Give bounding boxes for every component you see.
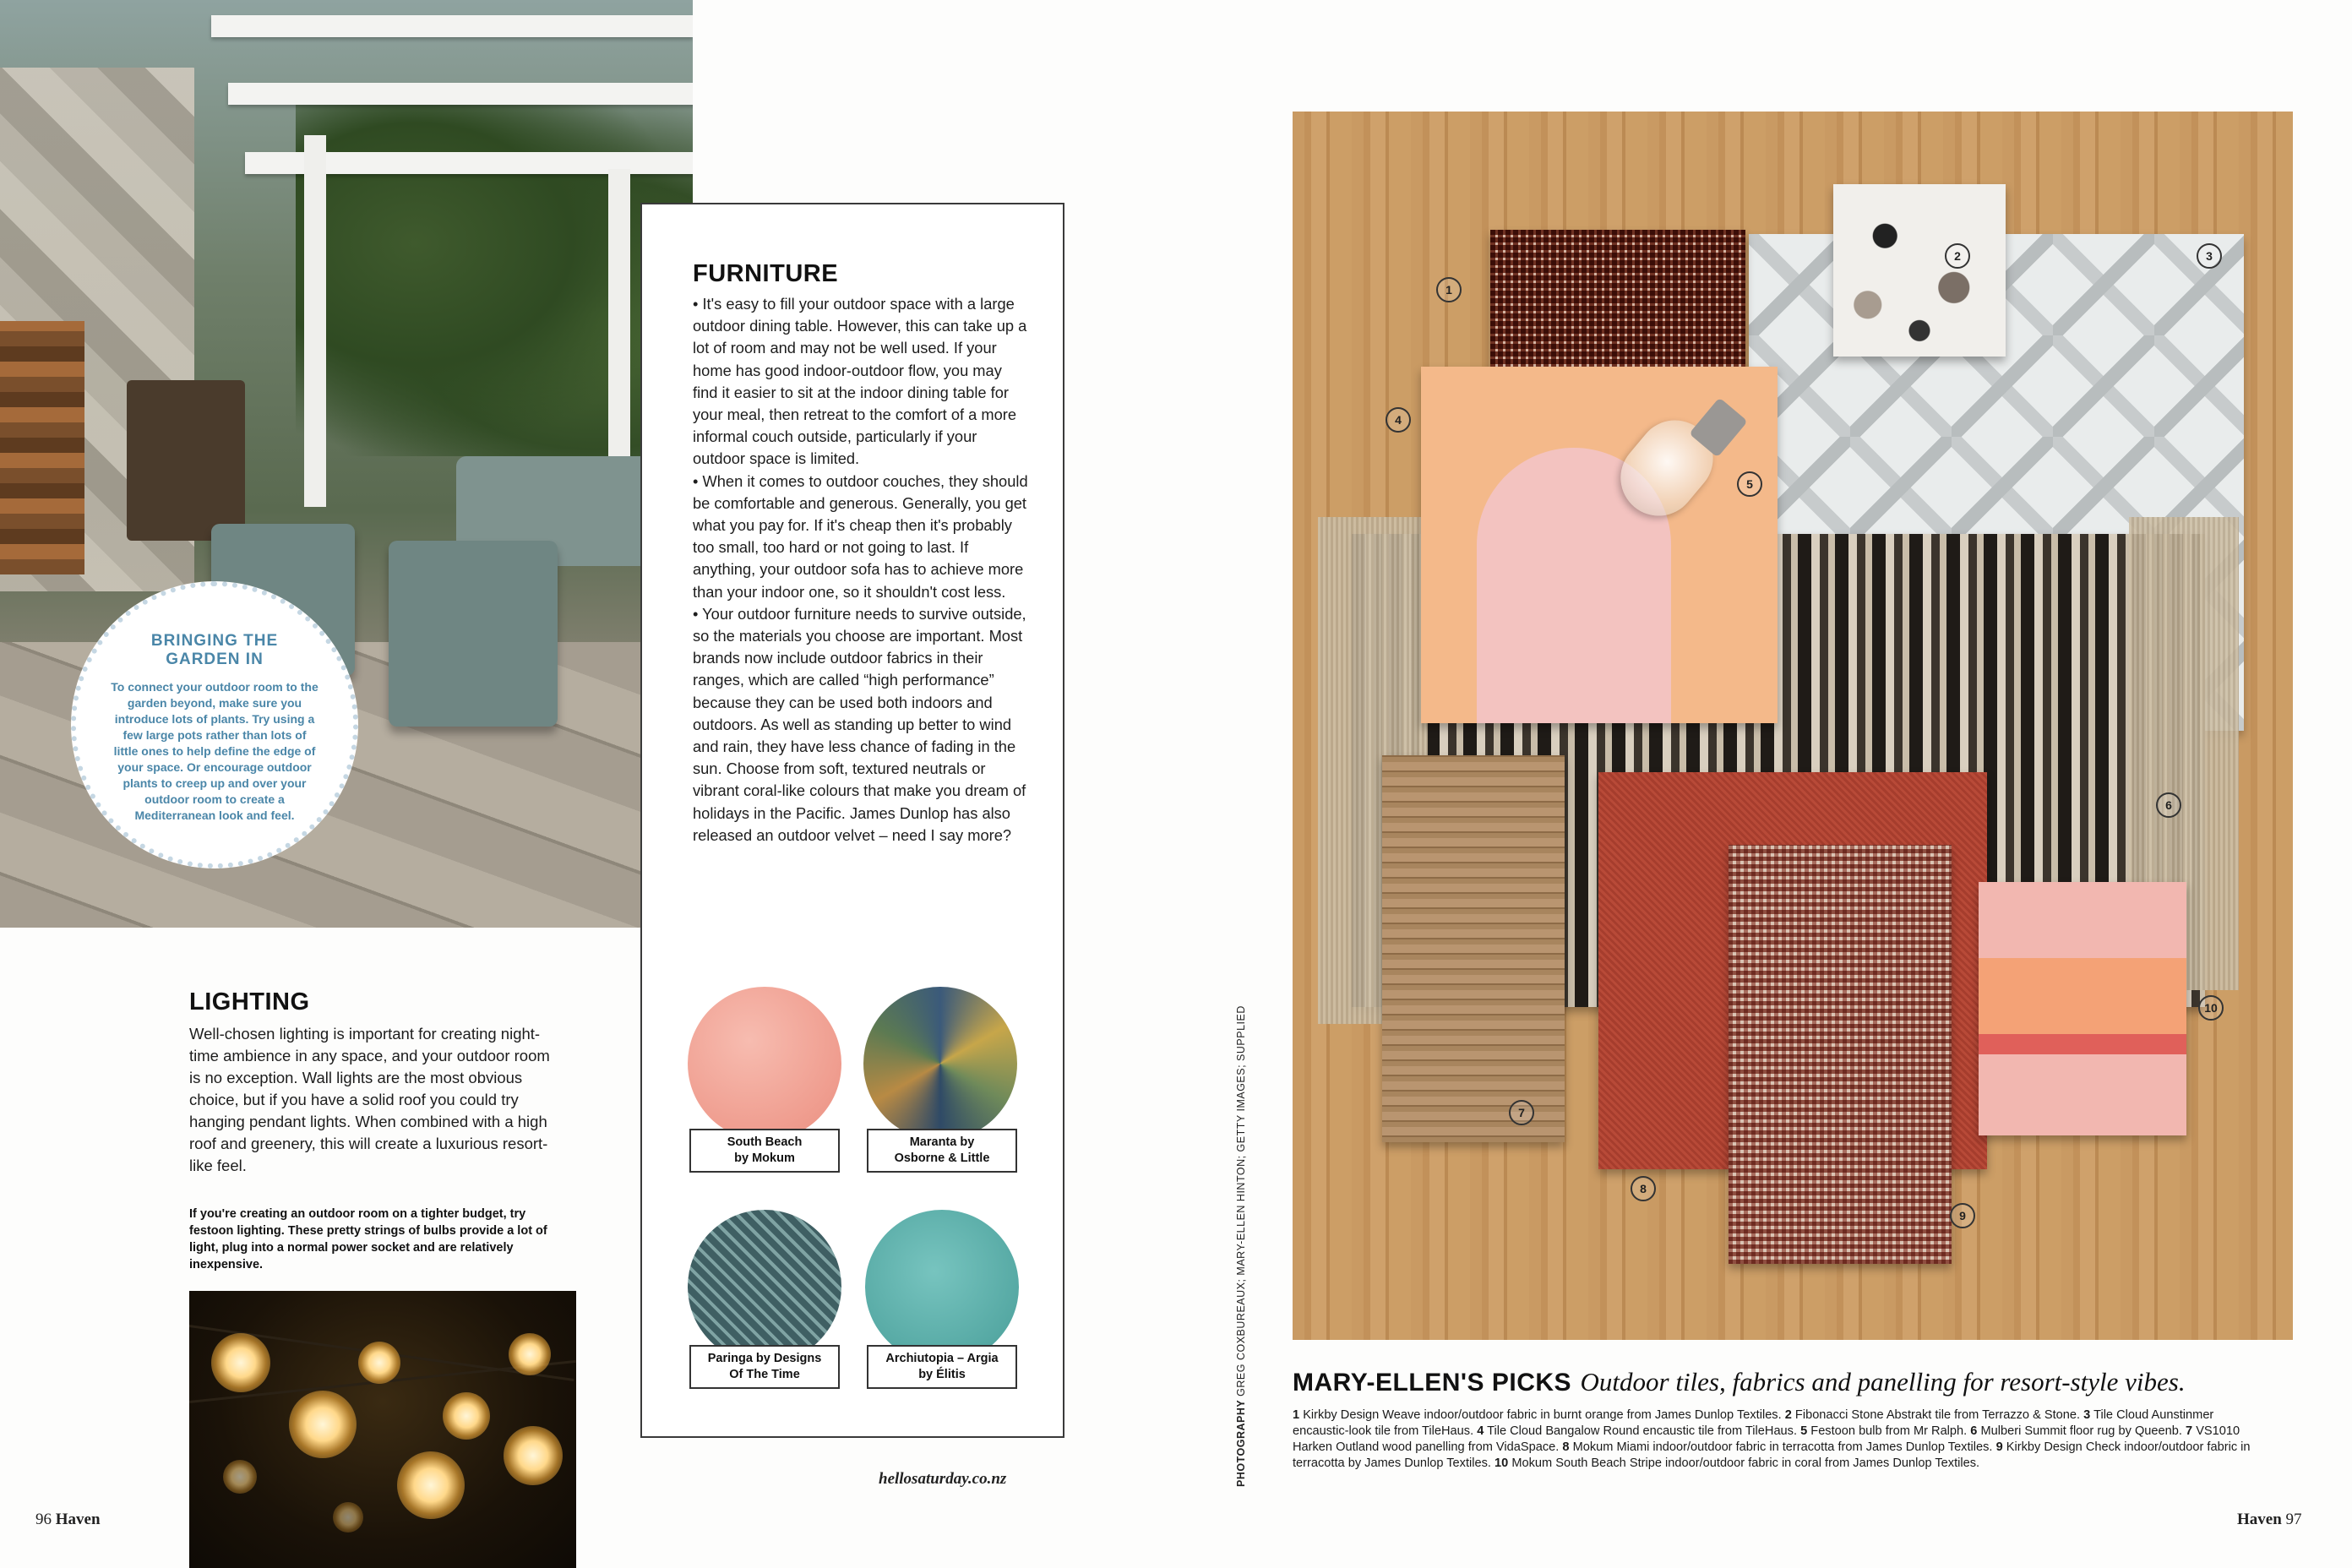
marker-3: 3 (2197, 243, 2222, 269)
marker-10: 10 (2198, 995, 2224, 1021)
callout-bringing-garden-in (71, 581, 358, 868)
pick-text: Mokum South Beach Stripe indoor/outdoor fabric in coral from James Dunlop Textiles. (1511, 1456, 1980, 1470)
pick-text: Mulberi Summit floor rug by Queenb. (1980, 1424, 2182, 1438)
pick-number: 2 (1784, 1408, 1792, 1422)
furniture-paragraph: • When it comes to outdoor couches, they should be comfortable and generous. Generally, you get what you pay for. If it's cheap then it's probably too small, too hard or not going to last. If anything, your outdoor sofa has to achieve more than your indoor one, so it shouldn't cost less. (693, 471, 1028, 601)
festoon-lights-photo (189, 1291, 576, 1568)
photo-fireplace (127, 380, 245, 541)
furniture-box (640, 203, 1064, 1438)
callout-title: BRINGING THE GARDEN IN (150, 632, 279, 668)
furniture-section (693, 260, 1031, 847)
pick-number: 3 (2083, 1408, 2091, 1422)
pick-text: Kirkby Design Check indoor/outdoor fabric in terracotta by James Dunlop Textiles. (1293, 1440, 2251, 1470)
furniture-heading: FURNITURE (693, 260, 839, 287)
picks-title: MARY-ELLEN'S PICKS (1293, 1369, 1572, 1396)
credit-text: GREG COXBUREAUX; MARY-ELLEN HINTON; GETTY IMAGES; SUPPLIED (1235, 1005, 1247, 1396)
photo-firewood (0, 321, 84, 574)
swatch-label-line: Archiutopia – Argia (885, 1352, 999, 1365)
pick-text: Tile Cloud Bangalow Round encaustic tile from TileHaus. (1487, 1424, 1798, 1438)
marker-4: 4 (1386, 407, 1411, 433)
swatch-label-line: by Mokum (734, 1152, 795, 1165)
swatch-label-line: South Beach (727, 1135, 803, 1149)
swatch-label-line: Osborne & Little (894, 1152, 990, 1165)
magazine-name: Haven (2237, 1511, 2282, 1528)
marker-5: 5 (1737, 471, 1762, 497)
lighting-body: Well-chosen lighting is important for creating night-time ambience in any space, and your outdoor room is no exception. Wall lights are the most obvious choice, but if you have a solid roof you could try hanging pendant lights. When combined with a high roof and greenery, this will create a luxurious resort-like feel. (189, 1025, 550, 1174)
wood-panelling (1382, 755, 1565, 1142)
pick-number: 5 (1800, 1424, 1808, 1438)
pick-number: 8 (1562, 1440, 1570, 1454)
swatch-label-line: by Élitis (918, 1368, 966, 1381)
swatch-south-beach (688, 987, 841, 1141)
page-number: 97 (2285, 1511, 2302, 1528)
pick-text: Mokum Miami indoor/outdoor fabric in terracotta from James Dunlop Textiles. (1572, 1440, 1993, 1454)
pick-number: 4 (1477, 1424, 1484, 1438)
website-link[interactable]: hellosaturday.co.nz (879, 1470, 1007, 1488)
pick-number: 9 (1995, 1440, 2003, 1454)
marker-2: 2 (1945, 243, 1970, 269)
tile-terrazzo (1833, 184, 2006, 357)
pick-text: VS1010 Harken Outland wood panelling from VidaSpace. (1293, 1424, 2240, 1454)
swatch-label-paringa (689, 1345, 840, 1389)
magazine-name: Haven (55, 1511, 101, 1528)
fabric-check-terracotta (1729, 845, 1952, 1264)
swatch-paringa (688, 1210, 841, 1364)
swatch-maranta (863, 987, 1017, 1141)
pick-text: Kirkby Design Weave indoor/outdoor fabric in burnt orange from James Dunlop Textiles. (1303, 1408, 1782, 1422)
swatch-label-line: Paringa by Designs (707, 1352, 822, 1365)
pick-text: Tile Cloud Aunstinmer encaustic-look tile from TileHaus. (1293, 1408, 2214, 1438)
picks-caption (1293, 1407, 2273, 1472)
furniture-body (693, 293, 1031, 847)
page-number-left (35, 1511, 101, 1529)
picks-subtitle: Outdoor tiles, fabrics and panelling for resort-style vibes. (1580, 1367, 2186, 1396)
swatch-label-archiutopia (867, 1345, 1017, 1389)
photo-pergola (211, 0, 693, 220)
swatch-label-maranta (867, 1129, 1017, 1173)
lighting-tip: If you're creating an outdoor room on a tighter budget, try festoon lighting. These pretty strings of bulbs provide a lot of light, plug into a normal power socket and are relatively inexpensive. (189, 1207, 547, 1271)
marker-9: 9 (1950, 1203, 1975, 1228)
page-number-right (2237, 1511, 2302, 1529)
swatch-archiutopia (865, 1210, 1019, 1364)
marker-1: 1 (1436, 277, 1462, 302)
lighting-section (189, 988, 561, 1273)
materials-flatlay-photo (1293, 112, 2293, 1340)
pick-text: Fibonacci Stone Abstrakt tile from Terrazzo & Stone. (1794, 1408, 2081, 1422)
pick-number: 10 (1494, 1456, 1509, 1470)
pick-number: 1 (1293, 1408, 1300, 1422)
pick-number: 6 (1970, 1424, 1978, 1438)
pick-number: 7 (2186, 1424, 2193, 1438)
photo-credit (1235, 1005, 1247, 1487)
fabric-south-beach-stripe (1979, 882, 2186, 1135)
marker-7: 7 (1509, 1100, 1534, 1125)
picks-heading (1293, 1367, 2298, 1397)
swatch-label-line: Of The Time (729, 1368, 800, 1381)
lighting-heading: LIGHTING (189, 988, 310, 1015)
credit-label: PHOTOGRAPHY (1235, 1399, 1247, 1487)
photo-chair (389, 541, 558, 727)
page-number: 96 (35, 1511, 52, 1528)
marker-6: 6 (2156, 792, 2181, 818)
pick-text: Festoon bulb from Mr Ralph. (1810, 1424, 1968, 1438)
swatch-label-south-beach (689, 1129, 840, 1173)
furniture-paragraph: • Your outdoor furniture needs to survive outside, so the materials you choose are important. Most brands now include outdoor fabrics in their ranges, which are called “high performance” because they can be used both indoors and outdoors. As well as standing up better to wind and rain, they have less chance of fading in the sun. Choose from soft, textured neutrals or vibrant coral-like colours that make you dream of holidays in the Pacific. James Dunlop has also released an outdoor velvet – need I say more? (693, 604, 1026, 844)
swatch-label-line: Maranta by (909, 1135, 975, 1149)
furniture-paragraph: • It's easy to fill your outdoor space with a large outdoor dining table. However, this can take up a lot of room and may not be well used. If your home has good indoor-outdoor flow, you may find it easier to sit at the indoor dining table for your meal, then retreat to the comfort of a more informal couch outside, particularly if your outdoor space is limited. (693, 295, 1027, 468)
callout-text: To connect your outdoor room to the garden beyond, make sure you introduce lots of plants. Try using a few large pots rather than lots of little ones to help define the edge of your space. Or encourage outdoor plants to creep up and over your outdoor room to create a Mediterranean look and feel. (111, 680, 318, 822)
marker-8: 8 (1631, 1176, 1656, 1201)
